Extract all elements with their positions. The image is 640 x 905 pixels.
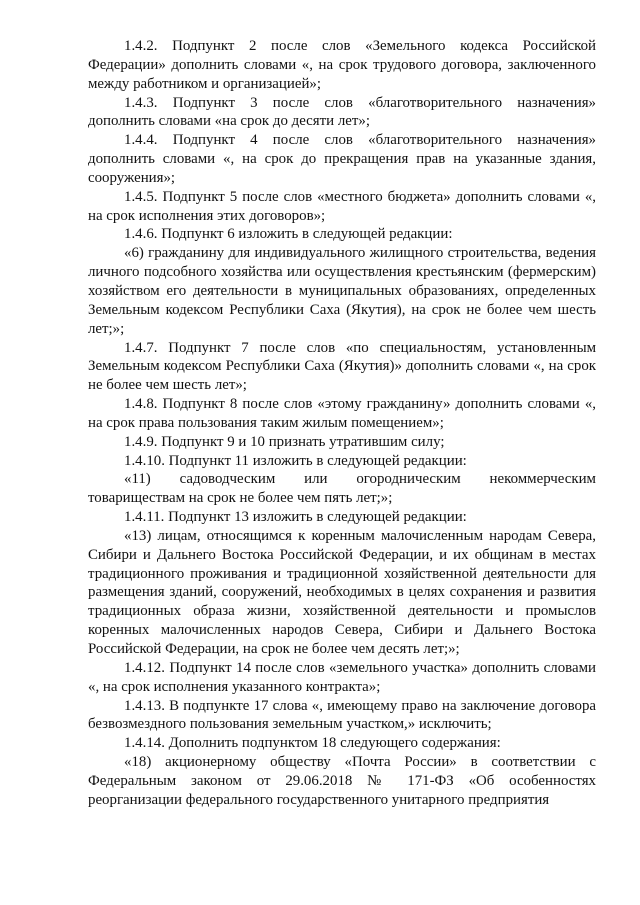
quoted-subitem-11: «11) садоводческим или огородническим некоммерческим товариществам на срок не более чем пять лет;»; <box>88 471 596 507</box>
quoted-subitem-18: «18) акционерному обществу «Почта России» в соответствии с Федеральным законом от 29.06.2018 № 171-ФЗ «Об особенностях реорганизации федерального государственного унитарного предприятия <box>88 754 596 808</box>
paragraph-1-4-2: 1.4.2. Подпункт 2 после слов «Земельного кодекса Российской Федерации» дополнить словами «, на срок трудового договора, заключенного между работником и организацией»; <box>88 38 596 92</box>
paragraph-1-4-8: 1.4.8. Подпункт 8 после слов «этому гражданину» дополнить словами «, на срок права пользования таким жилым помещением»; <box>88 396 596 431</box>
paragraph-1-4-9: 1.4.9. Подпункт 9 и 10 признать утратившим силу; <box>124 433 445 450</box>
document-body <box>88 37 596 810</box>
paragraph-1-4-10: 1.4.10. Подпункт 11 изложить в следующей редакции: <box>124 452 467 469</box>
quoted-subitem-6: «6) гражданину для индивидуального жилищного строительства, ведения личного подсобного хозяйства или осуществления крестьянским (фермерским) хозяйством его деятельности в муниципальных образованиях, определенных Земельным кодексом Республики Саха (Якутия), на срок не более чем шесть лет;»; <box>88 245 596 337</box>
paragraph-1-4-4: 1.4.4. Подпункт 4 после слов «благотворительного назначения» дополнить словами «, на срок до прекращения прав на указанные здания, сооружения»; <box>88 132 596 186</box>
paragraph-1-4-13: 1.4.13. В подпункте 17 слова «, имеющему право на заключение договора безвозмездного пользования земельным участком,» исключить; <box>88 697 596 733</box>
paragraph-1-4-7: 1.4.7. Подпункт 7 после слов «по специальностям, установленным Земельным кодексом Республики Саха (Якутия)» дополнить словами «, на срок не более чем шесть лет»; <box>88 339 596 394</box>
paragraph-1-4-3: 1.4.3. Подпункт 3 после слов «благотворительного назначения» дополнить словами «на срок до десяти лет»; <box>88 94 596 130</box>
paragraph-1-4-14: 1.4.14. Дополнить подпунктом 18 следующего содержания: <box>124 735 501 752</box>
paragraph-1-4-11: 1.4.11. Подпункт 13 изложить в следующей редакции: <box>124 509 467 526</box>
paragraph-1-4-5: 1.4.5. Подпункт 5 после слов «местного бюджета» дополнить словами «, на срок исполнения этих договоров»; <box>88 188 596 224</box>
paragraph-1-4-6: 1.4.6. Подпункт 6 изложить в следующей редакции: <box>124 226 453 243</box>
paragraph-1-4-12: 1.4.12. Подпункт 14 после слов «земельного участка» дополнить словами «, на срок исполнения указанного контракта»; <box>88 659 596 695</box>
quoted-subitem-13: «13) лицам, относящимся к коренным малочисленным народам Севера, Сибири и Дальнего Востока Российской Федерации, и их общинам в местах традиционного проживания и традиционной хозяйственной деятельности для размещения зданий, сооружений, необходимых в целях сохранения и развития традиционных образа жизни, хозяйственной деятельности и промыслов коренных малочисленных народов Севера, Сибири и Дальнего Востока Российской Федерации, на срок не более чем десять лет;»; <box>88 527 596 657</box>
